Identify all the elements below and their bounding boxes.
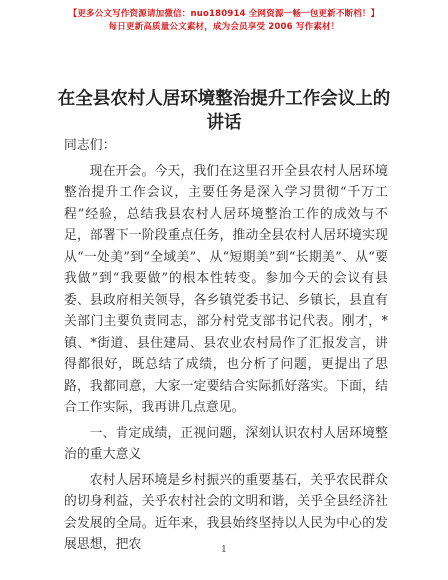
document-title: 在全县农村人居环境整治提升工作会议上的讲话 — [57, 89, 391, 133]
body-paragraph: 现在开会。今天，我们在这里召开全县农村人居环境整治提升工作会议，主要任务是深入学习贯彻“千万工程”经验，总结我县农村人居环境整治工作的成效与不足，部署下一阶段重点任务，推动全县农村人居环境实现从“一处美”到“全域美”、从“短期美”到“长期美”、从“要我做”到“我要做”的根本性转变。参加今天的会议有县委、县政府相关领导，各乡镇党委书记、乡镇长，县直有关部门主要负责同志，部分村党支部书记代表。刚才，*镇、*街道、县住建局、县农业农村局作了汇报发言，讲得都很好，既总结了成绩，也分析了问题，更提出了思路，我都同意，大家一定要结合实际抓好落实。下面，结合工作实际，我再讲几点意见。 — [64, 163, 388, 415]
document-body — [64, 135, 388, 560]
page-number: 1 — [221, 545, 227, 555]
salutation: 同志们： — [64, 138, 116, 153]
promo-banner-line-1: 【更多公文写作资源请加微信：nuo180914 全网资源一畅一包更新不断档！】 — [68, 9, 380, 19]
section-heading: 一、肯定成绩，正视问题，深刻认识农村人居环境整治的重大意义 — [64, 425, 388, 462]
body-paragraph: 农村人居环境是乡村振兴的重要基石，关乎农民群众的切身利益，关乎农村社会的文明和谐，关乎全县经济社会发展的全局。近年来，我县始终坚持以人民为中心的发展思想，把农 — [64, 472, 388, 552]
promo-banner — [0, 8, 448, 34]
promo-banner-line-2: 每日更新高质量公文素材，成为会员享受 2006 写作素材！ — [108, 22, 340, 32]
